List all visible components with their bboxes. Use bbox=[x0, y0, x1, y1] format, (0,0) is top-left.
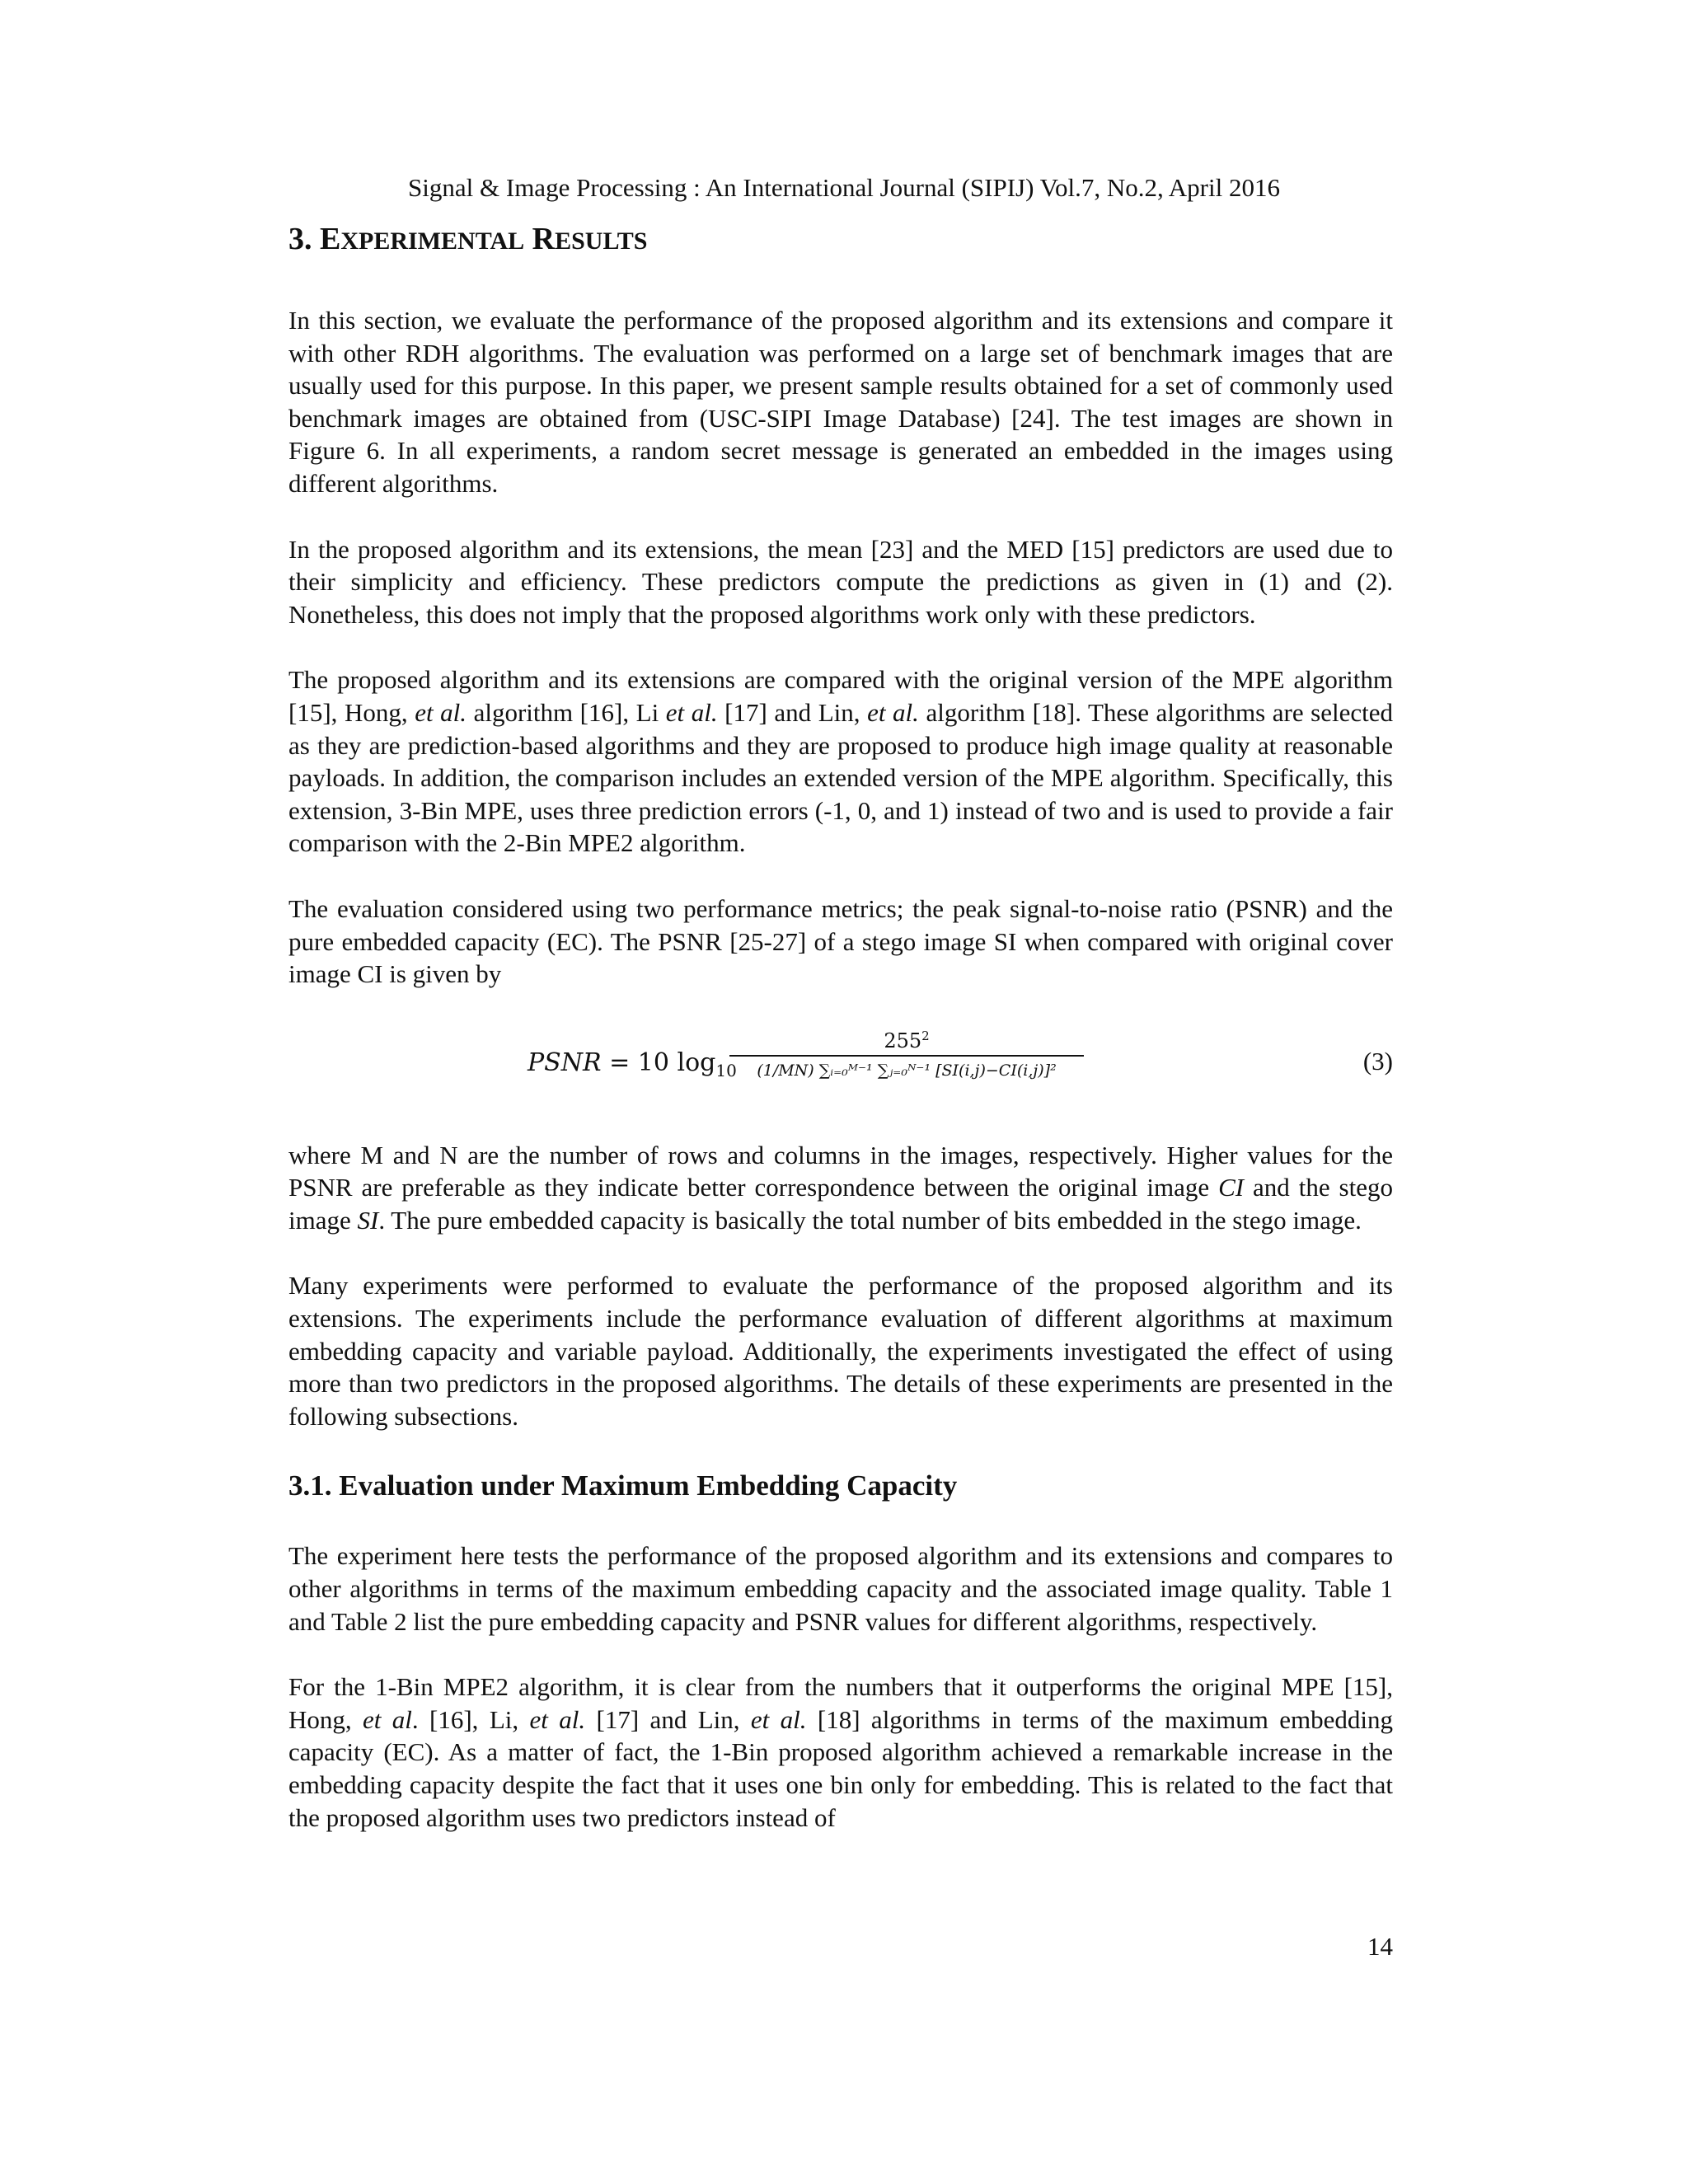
numerator-exponent: 2 bbox=[921, 1028, 930, 1043]
paragraph-7: The experiment here tests the performance of the proposed algorithm and its extensions and compares to other algorithms in terms of the maximum embedding capacity and the associated image quality. Table 1 and Table 2 list the pure embedding capacity and PSNR values for different algorithms, respectively. bbox=[288, 1541, 1393, 1636]
section-number: 3. bbox=[288, 222, 320, 256]
equation-log: = 10 log bbox=[601, 1047, 716, 1077]
section-title bbox=[288, 216, 1393, 265]
text-segment: The proposed algorithm and its extensions are compared with the original version of the MPE algorithm [15], Hong, bbox=[288, 665, 1393, 727]
ci-term: CI bbox=[1218, 1173, 1245, 1202]
paragraph-4: The evaluation considered using two performance metrics; the peak signal-to-noise ratio (PSNR) and the pure embedded capacity (EC). The PSNR [25-27] of a stego image SI when compared with original cover image CI is given by bbox=[288, 893, 1393, 989]
et-al: et al. bbox=[867, 697, 919, 727]
page-body bbox=[288, 216, 1393, 1867]
psnr-variable: PSNR bbox=[528, 1047, 602, 1077]
equation-lhs bbox=[528, 1048, 737, 1080]
si-term: SI bbox=[357, 1205, 379, 1235]
section-title-rest-1: XPERIMENTAL bbox=[340, 227, 525, 255]
subsection-title: 3.1. Evaluation under Maximum Embedding Capacity bbox=[288, 1469, 958, 1502]
section-title-initial-2: R bbox=[532, 222, 556, 256]
text-segment: [17] and Lin, bbox=[717, 697, 868, 727]
numerator-base: 255 bbox=[884, 1029, 922, 1052]
equation-numerator bbox=[729, 1024, 1084, 1050]
paragraph-1: In this section, we evaluate the performance of the proposed algorithm and its extensions and compare it with other RDH algorithms. The evaluation was performed on a large set of benchmark images that are usually used for this purpose. In this paper, we present sample results obtained for a set of commonly used benchmark images are obtained from (USC-SIPI Image Database) [24]. The test images are shown in Figure 6. In all experiments, a random secret message is generated an embedded in the images using different algorithms. bbox=[288, 306, 1393, 498]
equation-denominator: (1/MN) ∑ᵢ₌₀ᴹ⁻¹ ∑ⱼ₌₀ᴺ⁻¹ [SI(i,j)−CI(i,j)]² bbox=[757, 1061, 1057, 1080]
equation-number: (3) bbox=[1362, 1046, 1393, 1076]
paragraph-5 bbox=[288, 1139, 1393, 1237]
text-segment: . [16], Li, bbox=[411, 1704, 530, 1734]
text-segment: [18] algorithms in terms of the maximum embedding capacity (EC). As a matter of fact, the 1-Bin proposed algorithm achieved a remarkable increase in the embedding capacity despite the fact that it uses one bin only for embedding. This is related to the fact that the proposed algorithm uses two predictors instead of bbox=[288, 1704, 1393, 1832]
et-al: et al. bbox=[750, 1704, 807, 1734]
et-al: et al. bbox=[665, 697, 718, 727]
text-segment: For the 1-Bin MPE2 algorithm, it is clear from the numbers that it outperforms the original MPE [15], Hong, bbox=[288, 1672, 1393, 1734]
text-segment: algorithm [18]. These algorithms are selected as they are prediction-based algorithms and they are proposed to produce high image quality at reasonable payloads. In addition, the comparison includes an extended version of the MPE algorithm. Specifically, this extension, 3-Bin MPE, uses three prediction errors (-1, 0, and 1) instead of two and is used to provide a fair comparison with the 2-Bin MPE2 algorithm. bbox=[288, 697, 1393, 858]
text-segment: algorithm [16], Li bbox=[467, 697, 666, 727]
et-al: et al. bbox=[529, 1704, 586, 1734]
psnr-equation bbox=[288, 1024, 1393, 1106]
running-header: Signal & Image Processing : An International Journal (SIPIJ) Vol.7, No.2, April 2016 bbox=[408, 173, 1280, 202]
paragraph-8 bbox=[288, 1671, 1393, 1834]
section-title-initial-1: E bbox=[320, 222, 341, 256]
et-al: et al. bbox=[415, 697, 467, 727]
text-segment: . The pure embedded capacity is basically the total number of bits embedded in the stego image. bbox=[378, 1205, 1362, 1235]
page-number: 14 bbox=[1367, 1932, 1393, 1961]
fraction-bar bbox=[729, 1055, 1084, 1057]
section-title-rest-2: ESULTS bbox=[555, 227, 648, 255]
et-al: et al bbox=[363, 1704, 412, 1734]
equation-fraction bbox=[729, 1024, 1084, 1081]
paragraph-3 bbox=[288, 663, 1393, 860]
log-base: 10 bbox=[715, 1060, 737, 1080]
text-segment: [17] and Lin, bbox=[585, 1704, 751, 1734]
text-segment: where M and N are the number of rows and columns in the images, respectively. Higher values for the PSNR are preferable as they indicate better correspondence between the original image bbox=[288, 1140, 1393, 1202]
paragraph-2: In the proposed algorithm and its extensions, the mean [23] and the MED [15] predictors are used due to their simplicity and efficiency. These predictors compute the predictions as given in (1) and (2). Nonetheless, this does not imply that the proposed algorithms work only with these predictors. bbox=[288, 534, 1393, 629]
text-segment: and the stego image bbox=[288, 1173, 1393, 1235]
paragraph-6: Many experiments were performed to evaluate the performance of the proposed algorithm and its extensions. The experiments include the performance evaluation of different algorithms at maximum embedding capacity and variable payload. Additionally, the experiments investigated the effect of using more than two predictors in the proposed algorithms. The details of these experiments are presented in the following subsections. bbox=[288, 1271, 1393, 1431]
